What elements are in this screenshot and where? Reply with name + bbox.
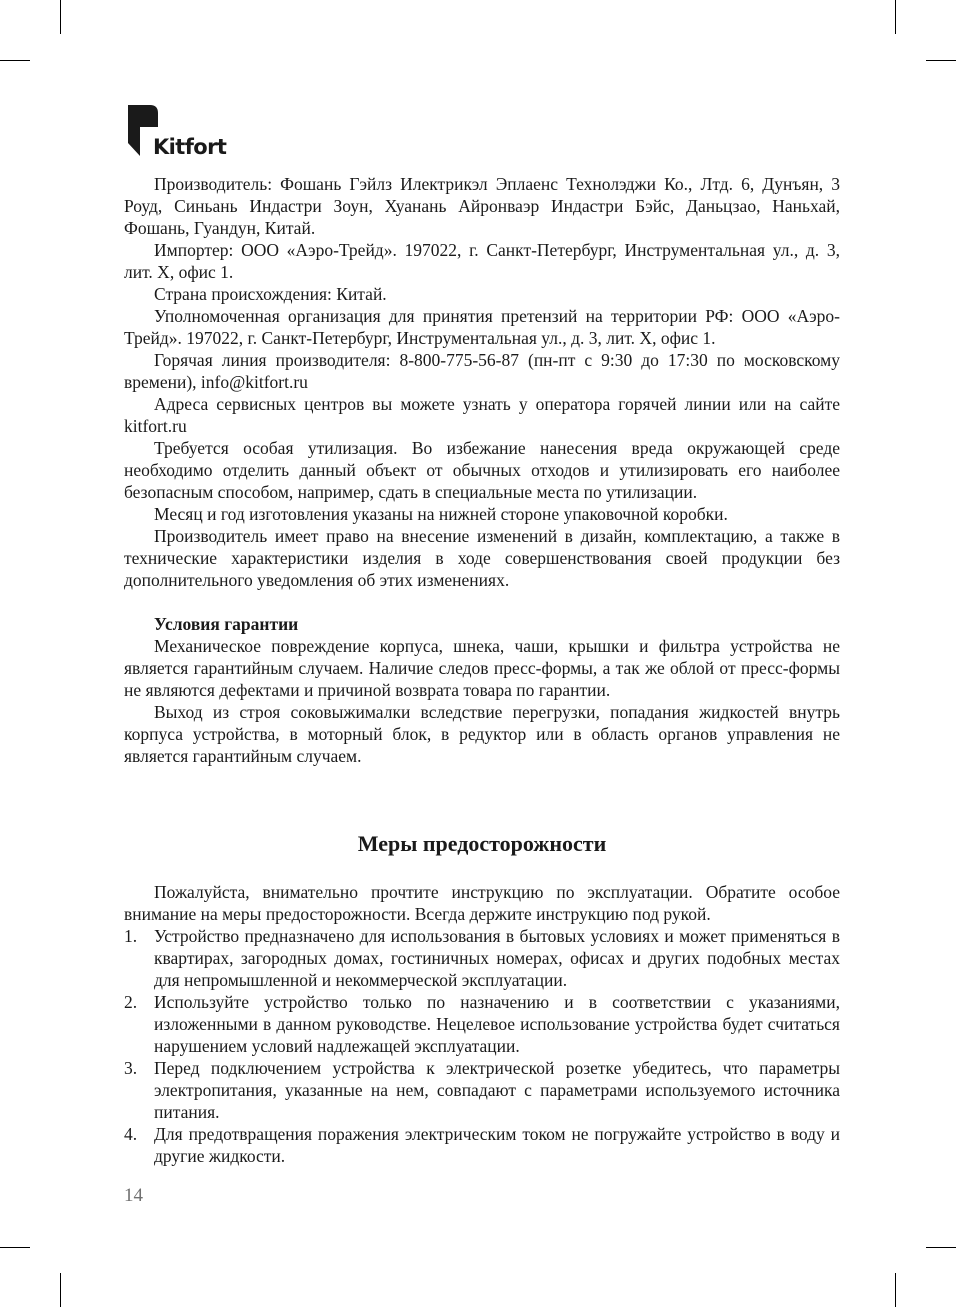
crop-mark [0, 1247, 30, 1248]
list-item [124, 1057, 840, 1123]
warranty-paragraph: Механическое повреждение корпуса, шнека, чаши, крышки и фильтра устройства не является гарантийным случаем. Наличие следов пресс-формы, а так же облой от пресс-формы не являются дефектами и причиной возврата товара по гарантии. [124, 636, 840, 700]
manufacturer-info [124, 173, 840, 591]
precautions-list [124, 925, 840, 1167]
list-item [124, 1123, 840, 1167]
crop-mark [0, 60, 30, 61]
info-paragraph: Уполномоченная организация для принятия претензий на территории РФ: ООО «Аэро-Трейд». 197022, г. Санкт-Петербург, Инструментальная ул., д. 3, лит. Х, офис 1. [124, 306, 840, 348]
crop-mark [60, 1273, 61, 1307]
info-paragraph: Адреса сервисных центров вы можете узнать у оператора горячей линии или на сайте kitfort.ru [124, 394, 840, 436]
info-paragraph: Производитель: Фошань Гэйлз Илектрикэл Эплаенс Технолэджи Ко., Лтд. 6, Дунъян, 3 Роуд, Синьань Индастри Зоун, Хуанань Айронваэр Индастри Бэйс, Даньцзао, Наньхай, Фошань, Гуандун, Китай. [124, 174, 840, 238]
list-item-number: 4. [124, 1124, 138, 1144]
precautions-intro: Пожалуйста, внимательно прочтите инструкцию по эксплуатации. Обратите особое внимание на меры предосторожности. Всегда держите инструкцию под рукой. [124, 882, 840, 924]
brand-name: Kitfort [153, 135, 227, 159]
info-paragraph: Производитель имеет право на внесение изменений в дизайн, комплектацию, а также в технические характеристики изделия в ходе совершенствования своей продукции без дополнительного уведомления об этих изменениях. [124, 526, 840, 590]
list-item [124, 925, 840, 991]
precautions-section [124, 829, 840, 1167]
crop-mark [895, 1273, 896, 1307]
info-paragraph: Страна происхождения: Китай. [154, 284, 387, 304]
list-item [124, 991, 840, 1057]
document-body [124, 173, 840, 1167]
list-item-text: Перед подключением устройства к электрической розетке убедитесь, что параметры электропитания, указанные на нем, совпадают с параметрами используемого источника питания. [154, 1058, 840, 1122]
crop-mark [60, 0, 61, 34]
warranty-heading: Условия гарантии [154, 614, 299, 634]
section-title: Меры предосторожности [357, 831, 607, 856]
warranty-section [124, 613, 840, 767]
info-paragraph: Требуется особая утилизация. Во избежание нанесения вреда окружающей среде необходимо отделить данный объект от обычных отходов и утилизировать его наиболее безопасным способом, например, сдать в специальные места по утилизации. [124, 438, 840, 502]
list-item-number: 2. [124, 992, 138, 1012]
info-paragraph: Импортер: ООО «Аэро-Трейд». 197022, г. Санкт-Петербург, Инструментальная ул., д. 3, лит. Х, офис 1. [124, 240, 840, 282]
list-item-number: 3. [124, 1058, 138, 1078]
page-number: 14 [124, 1185, 143, 1206]
crop-mark [926, 1247, 956, 1248]
list-item-text: Используйте устройство только по назначению и в соответствии с указаниями, изложенными в данном руководстве. Нецелевое использование устройства будет считаться нарушением условий надлежащей эксплуатации. [154, 992, 840, 1056]
list-item-number: 1. [124, 926, 138, 946]
warranty-paragraph: Выход из строя соковыжималки вследствие перегрузки, попадания жидкостей внутрь корпуса устройства, в моторный блок, в редуктор или в область органов управления не является гарантийным случаем. [124, 702, 840, 766]
info-paragraph: Месяц и год изготовления указаны на нижней стороне упаковочной коробки. [154, 504, 728, 524]
list-item-text: Устройство предназначено для использования в бытовых условиях и может применяться в квартирах, загородных домах, гостиничных номерах, офисах и других подобных местах для непромышленной и некоммерческой эксплуатации. [154, 926, 840, 990]
crop-mark [926, 60, 956, 61]
crop-mark [895, 0, 896, 34]
list-item-text: Для предотвращения поражения электрическим током не погружайте устройство в воду и другие жидкости. [154, 1124, 840, 1166]
info-paragraph: Горячая линия производителя: 8-800-775-56-87 (пн-пт с 9:30 до 17:30 по московскому времени), info@kitfort.ru [124, 350, 840, 392]
